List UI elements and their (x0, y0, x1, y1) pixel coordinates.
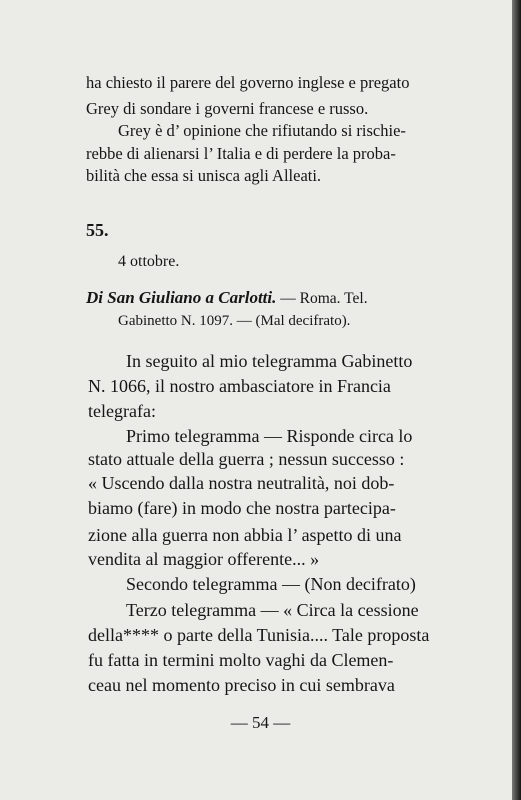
text-line: zione alla guerra non abbia l’ aspetto di una (88, 525, 402, 545)
text-line: Grey è d’ opinione che rifiutando si rischie- (118, 121, 406, 140)
text-line: stato attuale della guerra ; nessun successo : (88, 449, 405, 469)
document-sender-recipient: Di San Giuliano a Carlotti. (86, 288, 277, 307)
document-number: 55. (86, 220, 109, 240)
text-line: vendita al maggior offerente... » (88, 549, 320, 569)
document-header (86, 288, 368, 309)
text-line: In seguito al mio telegramma Gabinetto (126, 351, 413, 371)
text-line: rebbe di alienarsi l’ Italia e di perdere la proba- (86, 144, 396, 163)
text-line: Grey di sondare i governi francese e russo. (86, 99, 369, 118)
text-line: Primo telegramma — Risponde circa lo (126, 426, 413, 446)
text-line: telegrafa: (88, 401, 156, 421)
document-header-line2: Gabinetto N. 1097. — (Mal decifrato). (118, 313, 351, 329)
text-line: « Uscendo dalla nostra neutralità, noi dob- (88, 473, 395, 493)
document-date: 4 ottobre. (118, 253, 180, 270)
text-line: bilità che essa si unisca agli Alleati. (86, 166, 322, 185)
book-spine-shadow (512, 0, 521, 800)
page-number: — 54 — (230, 713, 291, 732)
text-line: biamo (fare) in modo che nostra partecipa- (88, 498, 396, 518)
text-line: ceau nel momento preciso in cui sembrava (88, 675, 395, 695)
text-line: della**** o parte della Tunisia.... Tale proposta (88, 625, 430, 645)
text-line: Terzo telegramma — « Circa la cessione (126, 600, 419, 620)
text-line: Secondo telegramma — (Non decifrato) (126, 574, 416, 594)
document-location-type: — Roma. Tel. (276, 290, 368, 307)
text-line: ha chiesto il parere del governo inglese e pregato (86, 73, 410, 92)
text-line: N. 1066, il nostro ambasciatore in Francia (88, 376, 391, 396)
text-line: fu fatta in termini molto vaghi da Clemen- (88, 650, 394, 670)
